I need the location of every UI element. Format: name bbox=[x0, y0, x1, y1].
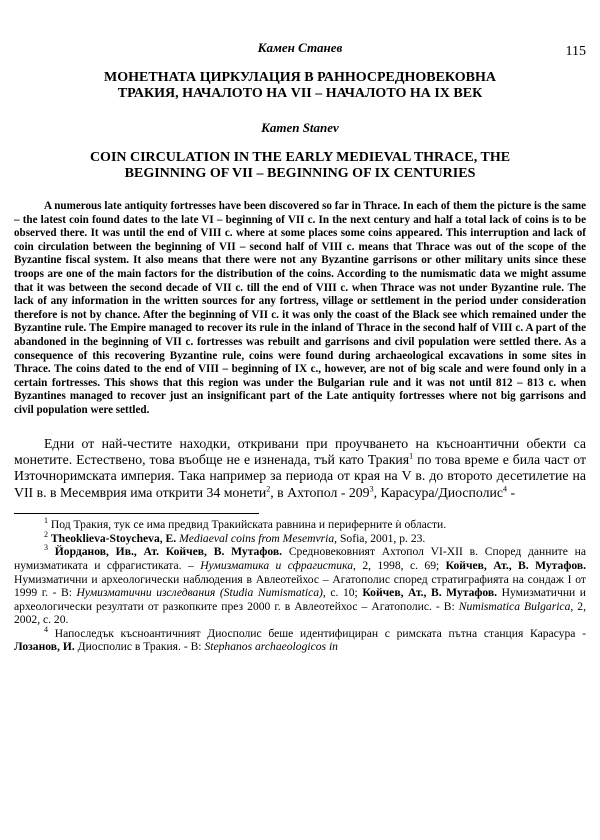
footnote-1-text: Под Тракия, тук се има предвид Тракийската равнина и периферните ѝ области. bbox=[48, 518, 447, 532]
footnote-1 bbox=[14, 518, 586, 532]
footnote-separator bbox=[14, 513, 259, 514]
footnote-4-author: Лозанов, И. bbox=[14, 640, 75, 654]
footnote-4-text-1: Напоследък късноантичният Диосполис беше идентифициран с римската пътна станция Карасура - bbox=[48, 626, 586, 640]
author-english: Kamen Stanev bbox=[261, 120, 339, 135]
footnote-ref-2[interactable]: 2 bbox=[266, 484, 271, 494]
footnote-2-number: 2 bbox=[44, 529, 48, 539]
title-bulgarian-line-2: ТРАКИЯ, НАЧАЛОТО НА VII – НАЧАЛОТО НА IX ВЕК bbox=[117, 86, 483, 101]
footnote-3-number: 3 bbox=[44, 543, 48, 553]
title-bulgarian-line-1: МОНЕТНАТА ЦИРКУЛАЦИЯ В РАННОСРЕДНОВЕКОВНА bbox=[104, 70, 496, 85]
body-text-1: Едни от най-честите находки, откривани при проучването на късноантични обекти са монетите. Естествено, това въобще не е изненада, тъй като Тракия bbox=[14, 435, 586, 467]
footnote-3-text-4: , с. 10; bbox=[322, 586, 363, 600]
footnote-2 bbox=[14, 529, 586, 546]
footnote-2-author: Theoklieva-Stoycheva, E. bbox=[50, 531, 177, 545]
author-bulgarian: Камен Станев bbox=[257, 40, 343, 55]
footnote-3 bbox=[14, 545, 586, 627]
footnote-4-number: 4 bbox=[44, 625, 48, 635]
title-english-line-2: BEGINNING OF VII – BEGINNING OF IX CENTURIES bbox=[124, 166, 476, 181]
body-paragraph bbox=[14, 436, 586, 502]
footnote-3-text-5: Нумизматични и археологически резултати от разкопките през 2000 г. в Авлеотейхос – Агатополис. - В: bbox=[14, 586, 586, 613]
body-text-4: , Карасура/Диосполис bbox=[373, 484, 503, 500]
footnote-ref-1[interactable]: 1 bbox=[409, 451, 414, 461]
abstract-paragraph: A numerous late antiquity fortresses have been discovered so far in Thrace. In each of them the picture is the same – the latest coin found dates to the late VI – beginning of VII c. In the next century and half a total lack of coins is to be observed there. It was until the end of VIII c. where at some places some coins appeared. This interruption and lack of coin circulation between the beginning of VII – second half of VIII c. means that Thrace was out of the scope of the Byzantine fiscal system. It also means that there were not any Byzantine garrisons or other military units since these troops are one of the main factors for the distribution of the coins. According to the numismatic data we might assume that it was between the second decade of VII c. till the end of VIII c. when Thrace was not under Byzantine rule. The lack of any information in the written sources for any fortress, village or settlement in the period under consideration therefore is not by chance. After the beginning of VII c. it was only the coast of the Black see which remained under the Byzantine rule. The Empire managed to recover its rule in the inland of Thrace in the second half of VIII c. A part of the abandoned in the beginning of VII c. fortresses was rebuilt and garrisons and civil population were settled there. As a consequence of this recovering Byzantine rule, coins were found during archaeological excavations in some sites in Thrace. The coins dated to the end of VIII – beginning of IX c., however, are not of big scale and were found only in a certain fortresses. This shows that this region was under the Bulgarian rule and it was not until 812 – 813 c. when Byzantines managed to recover just an insignificant part of the Late antiquity fortresses where not big garrisons and civil population were settled. bbox=[14, 200, 586, 416]
footnote-3-author-3: Койчев, Ат., В. Мутафов. bbox=[362, 586, 498, 600]
footnote-3-journal-2: Нумизматични изследвания (Studia Numismatica) bbox=[76, 586, 323, 600]
footnote-4 bbox=[14, 627, 586, 654]
footnote-3-text-2: , 2, 1998, с. 69; bbox=[353, 558, 446, 572]
footnote-3-text-1: Средновековният Ахтопол VI-XII в. Според данните на нумизматиката и сфрагистиката. – bbox=[14, 545, 586, 572]
page-number: 115 bbox=[565, 44, 586, 59]
title-bulgarian bbox=[20, 70, 580, 102]
body-text-2: по това време е била част от Източноримската империя. Така например за периода от края на V в. до второто десетилетие на VII в. в Месемврия има открити 34 монети bbox=[14, 451, 586, 500]
footnote-3-author-2: Койчев, Ат., В. Мутафов. bbox=[445, 558, 587, 572]
footnote-3-journal-3: Numismatica Bulgarica bbox=[458, 599, 571, 613]
title-english bbox=[20, 150, 580, 182]
body-text-5: - bbox=[507, 484, 516, 500]
footnote-3-text-3: Нумизматични и археологически наблюдения в Авлеотейхос – Агатополис според стратиграфията на сондаж I от 1999 г. - В: bbox=[14, 572, 586, 600]
footnote-3-text-6: , 2, 2002, с. 20. bbox=[14, 599, 587, 627]
footnote-4-text-2: Диосполис в Тракия. - В: bbox=[74, 640, 205, 654]
footnote-4-journal: Stephanos archaeologicos in bbox=[204, 640, 338, 654]
footnote-2-rest: , Sofia, 2001, p. 23. bbox=[334, 531, 426, 545]
footnote-3-author-1: Йорданов, Ив., Ат. Койчев, В. Мутафов. bbox=[54, 545, 283, 559]
footnote-3-journal-1: Нумизматика и сфрагистика bbox=[200, 558, 354, 572]
footnote-ref-4[interactable]: 4 bbox=[503, 484, 507, 494]
footnotes bbox=[14, 518, 586, 654]
title-english-line-1: COIN CIRCULATION IN THE EARLY MEDIEVAL THRACE, THE bbox=[89, 150, 511, 165]
footnote-2-title: Mediaeval coins from Mesemvria bbox=[179, 531, 335, 545]
footnote-1-number: 1 bbox=[44, 516, 48, 526]
body-text-3: , в Ахтопол - 209 bbox=[270, 484, 370, 500]
footnote-ref-3[interactable]: 3 bbox=[369, 484, 374, 494]
